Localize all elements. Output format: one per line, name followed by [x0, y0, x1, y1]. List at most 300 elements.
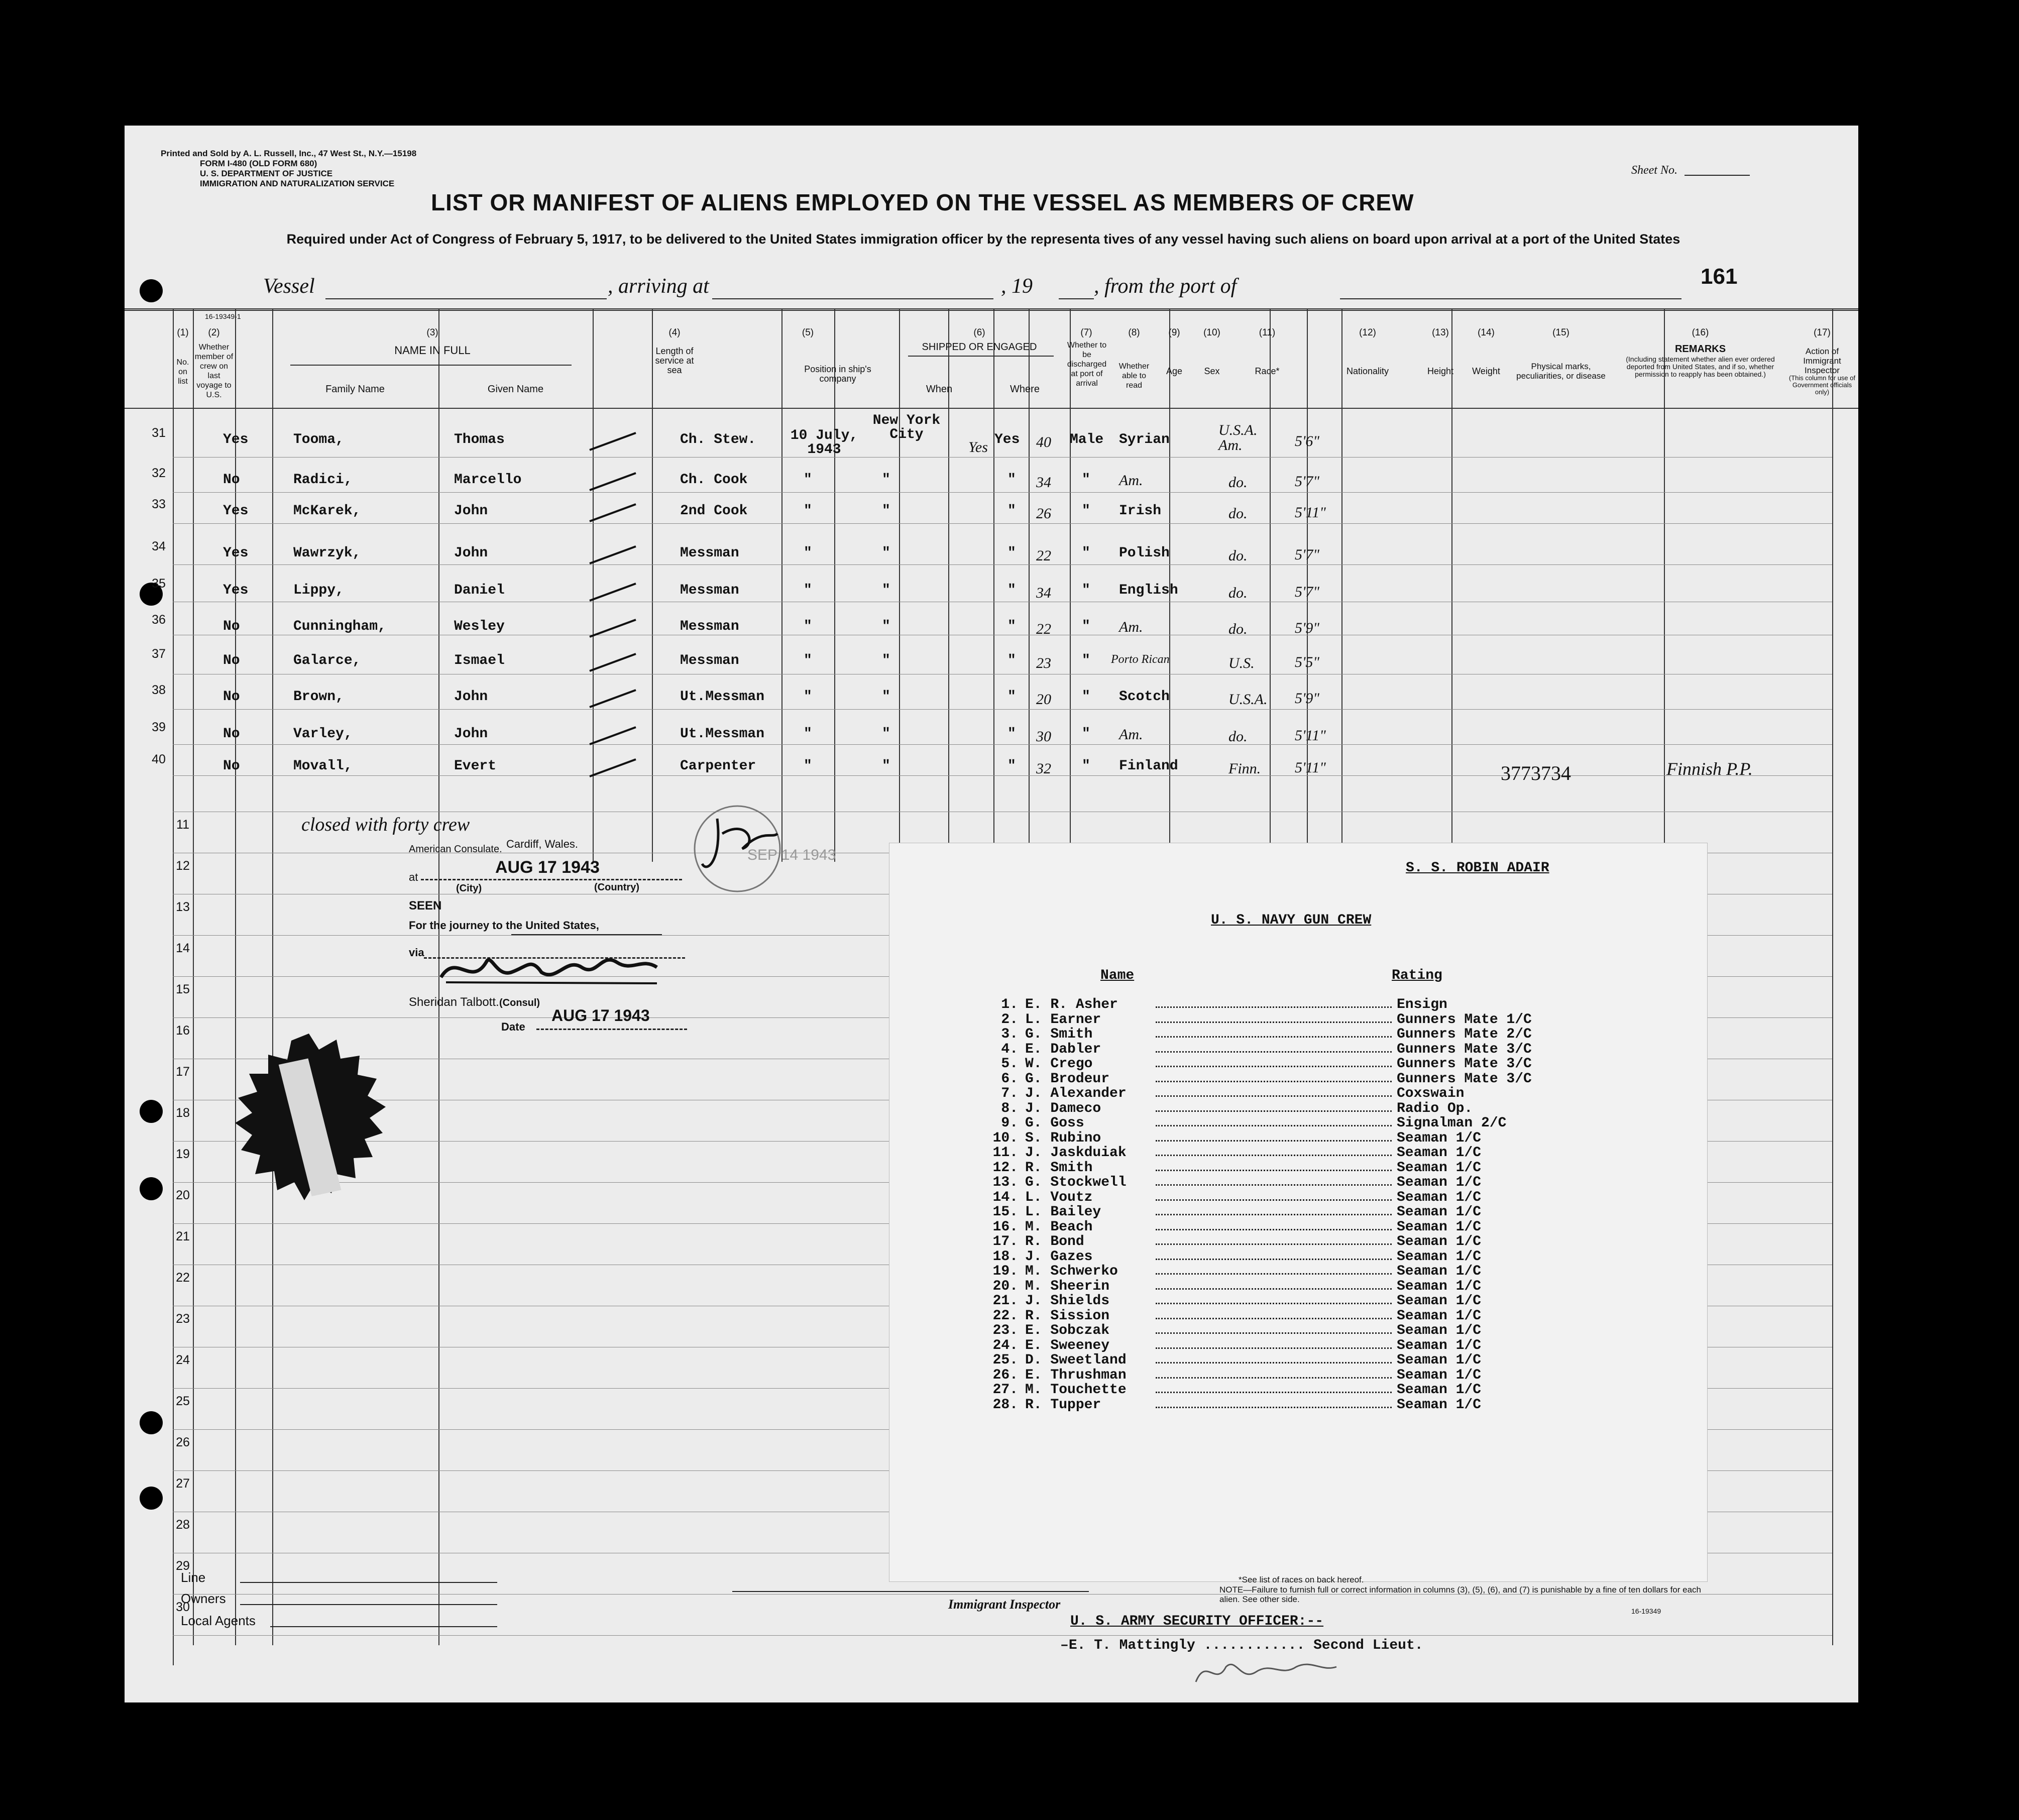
crew-sex: " [1082, 472, 1090, 488]
navy-crew-row [985, 1101, 1473, 1116]
punch-hole [140, 1411, 163, 1434]
crew-age: 20 [1036, 691, 1051, 708]
crew-last: Yes [223, 503, 249, 519]
crew-when: 10 July, 1943 [790, 428, 858, 458]
crew-race: Am. [1119, 726, 1143, 743]
crew-given: Wesley [454, 619, 505, 634]
col-head-no: No. on list [176, 358, 189, 386]
crew-nationality: do. [1228, 728, 1248, 745]
crew-race: English [1119, 583, 1178, 598]
row-number: 19 [176, 1147, 190, 1161]
navy-crew-row [985, 1086, 1464, 1101]
crew-last: No [223, 472, 240, 488]
navy-crew-name: G. Smith [1025, 1027, 1093, 1042]
penalty-note: NOTE—Failure to furnish full or correct information in columns (3), (5), (6), and (7) is punishable by a fine of ten dollars for each alien. See other side. [1219, 1585, 1702, 1604]
crew-when: " [804, 503, 812, 519]
row-number: 18 [176, 1106, 190, 1120]
crew-when: " [804, 689, 812, 705]
sep-stamp: SEP 14 1943 [747, 847, 836, 863]
at-label: at [409, 871, 418, 883]
crew-read: " [1007, 545, 1016, 561]
row-number: 21 [176, 1229, 190, 1243]
navy-crew-row [985, 1204, 1481, 1220]
navy-crew-number: 21. [992, 1293, 1018, 1309]
crew-age: 23 [1036, 655, 1051, 671]
from-port-label: , from the port of [1094, 275, 1237, 298]
crew-height: 5'11" [1295, 727, 1326, 744]
navy-crew-row [985, 1293, 1481, 1309]
crew-age: 22 [1036, 547, 1051, 564]
col-num: (5) [802, 327, 814, 338]
leader-dots [1156, 1135, 1392, 1142]
crew-position: 2nd Cook [680, 503, 748, 519]
crew-given: Ismael [454, 653, 505, 668]
manifest-sheet [125, 126, 1858, 1702]
navy-crew-rating: Seaman 1/C [1397, 1248, 1482, 1265]
crew-nationality: do. [1228, 621, 1248, 637]
crew-family: Galarce, [293, 653, 361, 668]
navy-crew-rating: Gunners Mate 2/C [1397, 1027, 1532, 1042]
row-rule [173, 564, 1832, 565]
crew-given: Daniel [454, 583, 505, 598]
navy-crew-rating: Radio Op. [1397, 1100, 1473, 1116]
navy-crew-rating: Seaman 1/C [1397, 1175, 1482, 1190]
navy-name-head: Name [1100, 968, 1135, 983]
crew-last: No [223, 619, 240, 634]
crew-position: Messman [680, 619, 739, 634]
leader-dots [1156, 1313, 1392, 1319]
navy-crew-name: D. Sweetland [1025, 1352, 1127, 1368]
col-num: (14) [1478, 327, 1495, 338]
crew-sex: " [1082, 583, 1090, 598]
crew-no: 33 [152, 497, 166, 511]
row-number: 16 [176, 1023, 190, 1038]
crew-last: No [223, 726, 240, 742]
navy-crew-number: 22. [992, 1308, 1018, 1324]
crew-last: Yes [223, 545, 249, 561]
crew-last: No [223, 758, 240, 774]
crew-height: 5'7" [1295, 546, 1320, 563]
col-head-name: NAME IN FULL [394, 344, 471, 357]
crew-nationality: Finn. [1228, 760, 1261, 777]
col-head-length: Length of service at sea [655, 346, 694, 375]
crew-when: " [804, 545, 812, 561]
col-num: (15) [1552, 327, 1569, 338]
leader-dots [1156, 1061, 1392, 1067]
crew-age: 26 [1036, 505, 1051, 522]
leader-dots [1156, 1372, 1392, 1379]
navy-crew-number: 11. [992, 1145, 1018, 1161]
crew-position: Messman [680, 583, 739, 598]
crew-sex: " [1082, 653, 1090, 668]
crew-nationality: U.S. [1228, 655, 1255, 671]
crew-family: Radici, [293, 472, 353, 488]
row-number: 17 [176, 1065, 190, 1079]
crew-given: Evert [454, 758, 497, 774]
page-title: LIST OR MANIFEST OF ALIENS EMPLOYED ON THE VESSEL AS MEMBERS OF CREW [431, 189, 1414, 215]
navy-crew-number: 26. [992, 1367, 1018, 1383]
leader-dots [1156, 1001, 1392, 1008]
crew-given: Marcello [454, 472, 522, 488]
crew-race: Am. [1119, 619, 1143, 635]
navy-crew-row [985, 1115, 1506, 1131]
crew-height: 5'5" [1295, 654, 1320, 670]
crew-no: 40 [152, 752, 166, 766]
row-rule [173, 775, 1832, 776]
crew-when: " [804, 758, 812, 774]
navy-crew-name: J. Dameco [1025, 1100, 1101, 1116]
navy-crew-rating: Seaman 1/C [1397, 1234, 1482, 1249]
navy-rating-head: Rating [1392, 968, 1442, 983]
navy-crew-name: J. Gazes [1025, 1248, 1093, 1265]
navy-crew-number: 24. [992, 1337, 1018, 1353]
crew-nationality: do. [1228, 585, 1248, 601]
row-number: 25 [176, 1394, 190, 1408]
navy-crew-row [985, 1219, 1481, 1235]
closing-note: closed with forty crew [301, 814, 470, 835]
printer-line: Printed and Sold by A. L. Russell, Inc., 47 West St., N.Y.—15198 [161, 149, 417, 158]
punch-hole [140, 1100, 163, 1123]
row-number: 15 [176, 982, 190, 996]
col-head-action: Action of Immigrant Inspector [1803, 347, 1841, 375]
row-number: 14 [176, 941, 190, 955]
crew-no: 38 [152, 683, 166, 697]
navy-crew-rating: Seaman 1/C [1397, 1293, 1482, 1309]
navy-crew-rating: Seaman 1/C [1397, 1278, 1482, 1294]
crew-read: " [1007, 653, 1016, 668]
col-head-shipped: SHIPPED OR ENGAGED [922, 342, 1037, 353]
crew-sex: " [1082, 726, 1090, 742]
leader-dots [1156, 1179, 1392, 1186]
col-head-age: Age [1166, 366, 1183, 376]
navy-crew-row [985, 1264, 1481, 1279]
col-num: (4) [668, 327, 681, 338]
navy-crew-number: 17. [992, 1234, 1018, 1249]
navy-crew-rating: Seaman 1/C [1397, 1308, 1482, 1324]
row-rule [173, 523, 1832, 524]
leader-dots [1156, 1402, 1392, 1408]
crew-where: " [882, 758, 890, 774]
crew-race: Syrian [1119, 432, 1170, 447]
row-number: 28 [176, 1518, 190, 1532]
service-length-mark [586, 542, 641, 567]
footer-line-label: Line [181, 1570, 206, 1585]
crew-where: " [882, 726, 890, 742]
crew-discharged: Yes [968, 439, 988, 456]
col-head-family: Family Name [325, 384, 385, 395]
navy-crew-row [985, 1012, 1532, 1028]
crew-race: Polish [1119, 545, 1170, 561]
col-num: (6) [973, 327, 985, 338]
navy-crew-number: 19. [992, 1264, 1018, 1279]
navy-crew-number: 1. [1001, 997, 1018, 1012]
navy-crew-name: E. Sweeney [1025, 1337, 1110, 1353]
navy-crew-name: E. R. Asher [1025, 997, 1118, 1012]
vessel-label: Vessel [263, 275, 315, 298]
navy-crew-rating: Seaman 1/C [1397, 1204, 1482, 1220]
city-label: (City) [456, 883, 482, 894]
punch-hole [140, 1487, 163, 1510]
navy-crew-row [985, 1249, 1481, 1265]
crew-when: " [804, 653, 812, 668]
arriving-label: , arriving at [608, 275, 709, 298]
department: U. S. DEPARTMENT OF JUSTICE [200, 169, 333, 178]
officer-signature [1191, 1652, 1341, 1692]
army-heading: U. S. ARMY SECURITY OFFICER:-- [1070, 1614, 1324, 1629]
navy-crew-row [985, 1160, 1481, 1176]
requirement-text: Required under Act of Congress of February 5, 1917, to be delivered to the United States immigration officer by the representa tives of any vessel having such aliens on board upon arrival at a port of the United States [286, 232, 1680, 247]
crew-where: " [882, 503, 890, 519]
navy-crew-rating: Seaman 1/C [1397, 1397, 1482, 1413]
row-rule [173, 492, 1832, 493]
navy-crew-rating: Seaman 1/C [1397, 1382, 1482, 1398]
date-stamp-2: AUG 17 1943 [551, 1006, 650, 1025]
navy-crew-rating: Seaman 1/C [1397, 1219, 1482, 1235]
navy-crew-row [985, 1175, 1481, 1190]
navy-heading: U. S. NAVY GUN CREW [1211, 913, 1372, 928]
navy-crew-row [985, 1234, 1481, 1249]
header-bottom-rule [125, 408, 1858, 409]
leader-dots [1156, 1150, 1392, 1156]
col-num: (16) [1692, 327, 1709, 338]
navy-crew-row [985, 1042, 1532, 1057]
col-num: (17) [1814, 327, 1831, 338]
army-officer: –E. T. Mattingly ............ Second Lieut. [1060, 1638, 1423, 1653]
navy-crew-number: 13. [992, 1175, 1018, 1190]
date-label: Date [501, 1020, 525, 1033]
crew-remarks: 3773734 [1501, 762, 1571, 784]
crew-read: " [1007, 689, 1016, 705]
navy-crew-number: 2. [1001, 1011, 1018, 1028]
crew-sex: " [1082, 758, 1090, 774]
leader-dots [1156, 1076, 1392, 1082]
crew-race: Porto Rican [1111, 653, 1170, 666]
navy-crew-number: 25. [992, 1352, 1018, 1368]
navy-crew-rating: Gunners Mate 3/C [1397, 1071, 1532, 1087]
races-note: *See list of races on back hereof. [1239, 1575, 1364, 1584]
country-label: (Country) [594, 882, 639, 893]
crew-when: " [804, 726, 812, 742]
navy-crew-row [985, 997, 1447, 1012]
crew-position: Ch. Stew. [680, 432, 756, 447]
row-number: 24 [176, 1353, 190, 1367]
navy-crew-name: J. Alexander [1025, 1086, 1127, 1101]
navy-crew-row [985, 1056, 1532, 1072]
crew-read: " [1007, 503, 1016, 519]
footer-agents-label: Local Agents [181, 1613, 256, 1628]
punch-hole [140, 1177, 163, 1200]
crew-height: 5'11" [1295, 759, 1326, 776]
crew-age: 22 [1036, 621, 1051, 637]
row-number: 12 [176, 859, 190, 873]
row-number: 23 [176, 1312, 190, 1326]
row-rule [173, 457, 1832, 458]
navy-crew-name: G. Stockwell [1025, 1175, 1127, 1190]
crew-read: " [1007, 583, 1016, 598]
navy-crew-rating: Gunners Mate 3/C [1397, 1041, 1532, 1057]
crew-no: 31 [152, 426, 166, 440]
navy-crew-number: 27. [992, 1382, 1018, 1398]
crew-race: Scotch [1119, 689, 1170, 705]
crew-race: Finland [1119, 758, 1178, 774]
navy-crew-number: 20. [992, 1278, 1018, 1294]
navy-crew-row [985, 1190, 1481, 1205]
crew-where: " [882, 583, 890, 598]
col-num: (3) [426, 327, 438, 338]
navy-crew-number: 16. [992, 1219, 1018, 1235]
crew-family: McKarek, [293, 503, 361, 519]
crew-given: John [454, 503, 488, 519]
inspector-label: Immigrant Inspector [948, 1597, 1061, 1612]
navy-crew-name: J. Shields [1025, 1293, 1110, 1309]
crew-read: " [1007, 726, 1016, 742]
col-head-read: Whether able to read [1118, 362, 1150, 390]
crew-when: " [804, 583, 812, 598]
crew-sex: " [1082, 619, 1090, 634]
crew-where: " [882, 619, 890, 634]
form-code: 16-19349-1 [205, 312, 241, 320]
crew-family: Tooma, [293, 432, 344, 447]
navy-crew-row [985, 1323, 1481, 1338]
navy-crew-number: 9. [1001, 1115, 1018, 1131]
footer-owners-label: Owners [181, 1591, 226, 1606]
col-head-discharged: Whether to be discharged at port of arrival [1067, 341, 1107, 388]
row-number: 20 [176, 1188, 190, 1202]
navy-crew-name: E. Thrushman [1025, 1367, 1127, 1383]
service-length-mark [586, 650, 641, 675]
navy-crew-number: 28. [992, 1397, 1018, 1413]
crew-race: Irish [1119, 503, 1162, 519]
navy-crew-row [985, 1027, 1532, 1042]
col-head-physical: Physical marks, peculiarities, or disease [1516, 362, 1606, 381]
leader-dots [1156, 1031, 1392, 1038]
crew-nationality: do. [1228, 547, 1248, 564]
navy-crew-name: L. Earner [1025, 1011, 1101, 1028]
footer-code: 16-19349 [1631, 1607, 1661, 1615]
service-length-mark [586, 429, 641, 454]
leader-dots [1156, 1224, 1392, 1230]
crew-no: 36 [152, 613, 166, 627]
leader-dots [1156, 1254, 1392, 1260]
leader-dots [1156, 1327, 1392, 1334]
navy-crew-number: 7. [1001, 1086, 1018, 1101]
col-head-remarks: REMARKS [1674, 344, 1726, 355]
leader-dots [1156, 1209, 1392, 1215]
crew-given: John [454, 689, 488, 705]
navy-crew-name: E. Sobczak [1025, 1323, 1110, 1338]
navy-crew-name: M. Beach [1025, 1219, 1093, 1235]
col-head-given: Given Name [487, 384, 544, 395]
crew-position: Carpenter [680, 758, 756, 774]
navy-crew-number: 15. [992, 1204, 1018, 1220]
navy-crew-rating: Seaman 1/C [1397, 1323, 1482, 1338]
navy-crew-rating: Seaman 1/C [1397, 1264, 1482, 1279]
crew-where: " [882, 689, 890, 705]
crew-nationality: do. [1228, 505, 1248, 522]
crew-last: Yes [223, 432, 249, 447]
navy-crew-rating: Seaman 1/C [1397, 1367, 1482, 1383]
navy-crew-name: M. Sheerin [1025, 1278, 1110, 1294]
navy-crew-row [985, 1368, 1481, 1383]
crew-read: " [1007, 758, 1016, 774]
col-num: (1) [177, 327, 189, 338]
navy-crew-name: R. Bond [1025, 1234, 1084, 1249]
leader-dots [1156, 1238, 1392, 1245]
col-num: (9) [1168, 327, 1180, 338]
crew-family: Lippy, [293, 583, 344, 598]
crew-height: 5'9" [1295, 620, 1320, 636]
consulate-label: American Consulate. [409, 844, 502, 855]
crew-last: No [223, 689, 240, 705]
navy-crew-number: 4. [1001, 1041, 1018, 1057]
crew-no: 32 [152, 466, 166, 480]
leader-dots [1156, 1387, 1392, 1393]
crew-nationality: do. [1228, 474, 1248, 491]
navy-crew-rating: Seaman 1/C [1397, 1189, 1482, 1205]
navy-crew-number: 8. [1001, 1100, 1018, 1116]
crew-no: 39 [152, 720, 166, 734]
navy-crew-name: S. Rubino [1025, 1130, 1101, 1146]
crew-position: Messman [680, 653, 739, 668]
crew-position: Ut.Messman [680, 726, 765, 742]
leader-dots [1156, 1090, 1392, 1097]
crew-age: 32 [1036, 760, 1051, 777]
crew-height: 5'7" [1295, 473, 1320, 490]
service-length-mark [586, 580, 641, 605]
navy-crew-name: R. Tupper [1025, 1397, 1101, 1413]
crew-family: Wawrzyk, [293, 545, 361, 561]
col-head-weight: Weight [1472, 366, 1500, 376]
row-number: 22 [176, 1271, 190, 1285]
leader-dots [1156, 1016, 1392, 1023]
navy-crew-rating: Seaman 1/C [1397, 1337, 1482, 1353]
row-rule [173, 744, 1832, 745]
navy-crew-row [985, 1279, 1481, 1294]
navy-crew-row [985, 1145, 1481, 1161]
crew-sex: " [1082, 545, 1090, 561]
crew-no: 34 [152, 539, 166, 553]
leader-dots [1156, 1268, 1392, 1275]
crew-race: Am. [1119, 472, 1143, 489]
col-num: (12) [1359, 327, 1376, 338]
navy-crew-number: 5. [1001, 1056, 1018, 1072]
navy-crew-name: E. Dabler [1025, 1041, 1101, 1057]
navy-crew-number: 12. [992, 1160, 1018, 1176]
sheet-number-label: Sheet No. [1631, 164, 1677, 177]
leader-dots [1156, 1165, 1392, 1171]
col-num: (10) [1203, 327, 1220, 338]
navy-crew-row [985, 1338, 1481, 1353]
navy-crew-row [985, 1130, 1481, 1146]
punch-hole [140, 279, 163, 302]
crew-family: Brown, [293, 689, 344, 705]
navy-crew-row [985, 1382, 1481, 1398]
leader-dots [1156, 1298, 1392, 1304]
navy-crew-name: G. Goss [1025, 1115, 1084, 1131]
service: IMMIGRATION AND NATURALIZATION SERVICE [200, 179, 395, 188]
col-num: (7) [1080, 327, 1092, 338]
crew-last: Yes [223, 583, 249, 598]
consul-signature [436, 942, 667, 997]
crew-height: 5'7" [1295, 584, 1320, 600]
crew-when: " [804, 619, 812, 634]
row-number: 11 [176, 818, 189, 832]
navy-crew-number: 3. [1001, 1027, 1018, 1042]
navy-crew-name: W. Crego [1025, 1056, 1093, 1072]
crew-age: 34 [1036, 585, 1051, 601]
crew-where: " [882, 545, 890, 561]
col-head-where: Where [1010, 384, 1040, 395]
